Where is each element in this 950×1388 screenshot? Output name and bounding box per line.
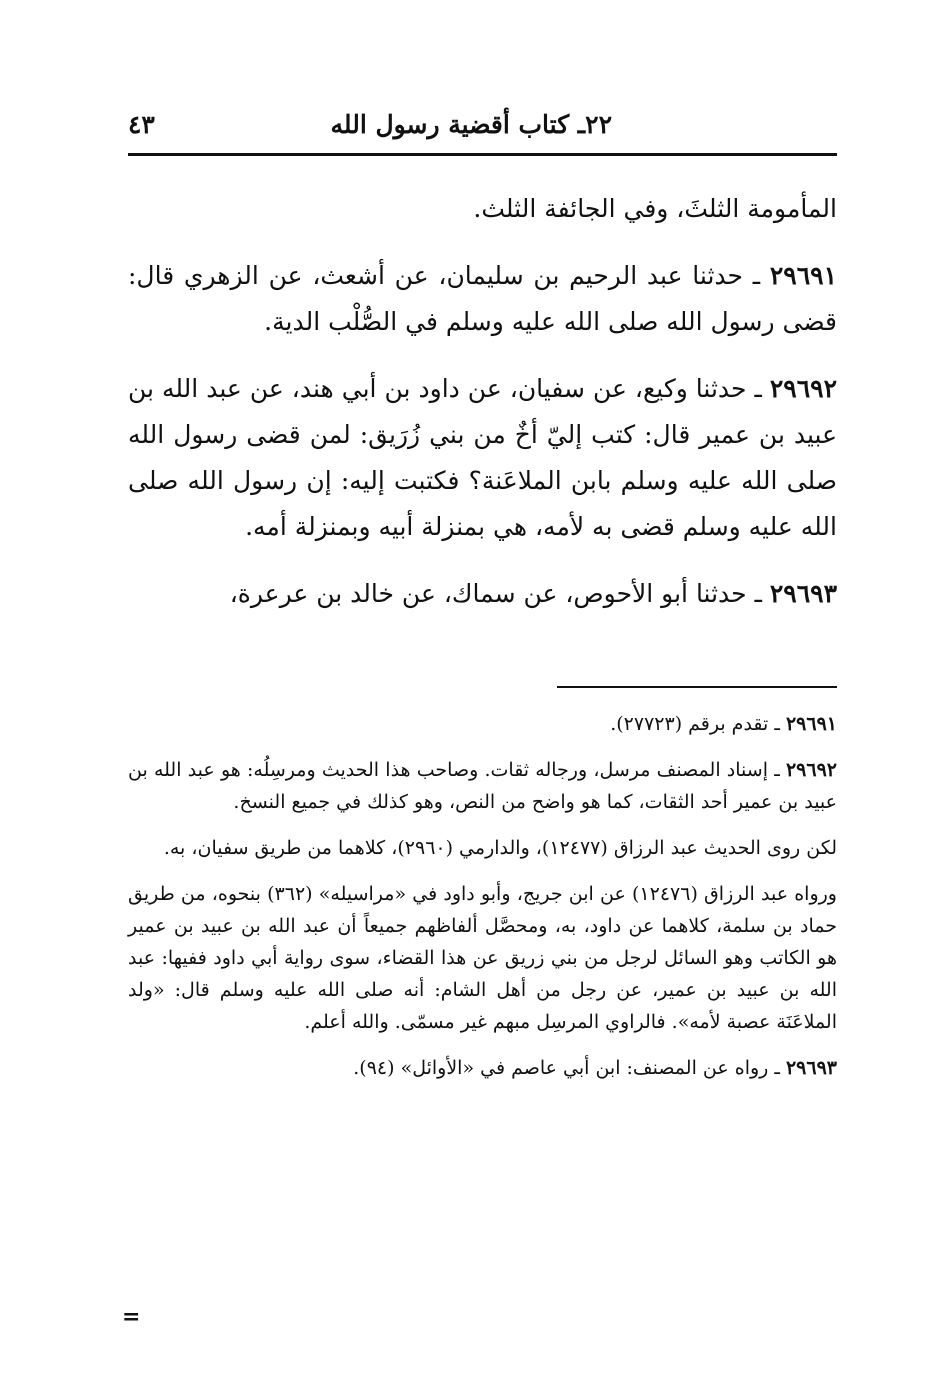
hadith-text: ـ حدثنا عبد الرحيم بن سليمان، عن أشعث، عن الزهري قال: قضى رسول الله صلى الله عليه وسلم في الصُّلْب الدية. [128, 261, 837, 336]
hadith-text: ـ حدثنا وكيع، عن سفيان، عن داود بن أبي هند، عن عبد الله بن عبيد بن عمير قال: كتب إليّ أخٌ من بني زُرَيق: لمن قضى رسول الله صلى الله عليه وسلم بابن الملاعَنة؟ فكتبت إليه: إن رسول الله صلى الله عليه وسلم قضى به لأمه، هي بمنزلة أبيه وبمنزلة أمه. [128, 374, 837, 541]
main-text [128, 186, 837, 638]
page-header [128, 96, 837, 152]
footnotes [128, 708, 837, 1098]
footnote-separator [557, 686, 837, 688]
paragraph-continuation: المأمومة الثلثَ، وفي الجائفة الثلث. [473, 194, 837, 223]
running-title: ٢٢ـ كتاب أقضية رسول الله [330, 110, 612, 139]
footnote-29693 [128, 1052, 837, 1084]
hadith-29691 [128, 253, 837, 345]
footnote-text: ـ رواه عن المصنف: ابن أبي عاصم في «الأوائل» (٩٤). [353, 1057, 786, 1079]
footnote-number: ٢٩٦٩١ [785, 713, 837, 735]
end-mark: = [122, 1304, 141, 1330]
header-rule [128, 153, 837, 156]
footnote-29692 [128, 754, 837, 818]
hadith-number: ٢٩٦٩١ [769, 261, 837, 290]
footnote-29691 [128, 708, 837, 740]
footnote-29692-narrations: ورواه عبد الرزاق (١٢٤٧٦) عن ابن جريج، وأبو داود في «مراسيله» (٣٦٢) بنحوه، من طريق حماد بن سلمة، كلاهما عن داود، به، ومحصَّل ألفاظهم جميعاً أن عبد الله بن عبيد بن عمير هو الكاتب وهو السائل لرجل من بني زريق عن هذا القضاء، سوى رواية أبي داود ففيها: عبد الله بن عبيد بن عمير، عن رجل من أهل الشام: أنه صلى الله عليه وسلم قال: «ولد الملاعَنَة عصبة لأمه». فالراوي المرسِل مبهم غير مسمّى. والله أعلم. [128, 883, 837, 1033]
footnote-number: ٢٩٦٩٢ [785, 759, 837, 781]
hadith-number: ٢٩٦٩٣ [769, 579, 837, 608]
hadith-29692 [128, 366, 837, 550]
hadith-text: ـ حدثنا أبو الأحوص، عن سماك، عن خالد بن عرعرة، [229, 579, 770, 608]
footnote-number: ٢٩٦٩٣ [785, 1057, 837, 1079]
page-number: ٤٣ [128, 110, 155, 139]
footnote-text: ـ إسناد المصنف مرسل، ورجاله ثقات. وصاحب هذا الحديث ومرسِلُه: هو عبد الله بن عبيد بن عمير أحد الثقات، كما هو واضح من النص، وهو كذلك في جميع النسخ. [128, 759, 837, 813]
footnote-text: ـ تقدم برقم (٢٧٧٢٣). [610, 713, 786, 735]
hadith-29693 [128, 571, 837, 617]
hadith-number: ٢٩٦٩٢ [769, 374, 837, 403]
footnote-29692-continued: لكن روى الحديث عبد الرزاق (١٢٤٧٧)، والدارمي (٢٩٦٠)، كلاهما من طريق سفيان، به. [163, 837, 837, 859]
